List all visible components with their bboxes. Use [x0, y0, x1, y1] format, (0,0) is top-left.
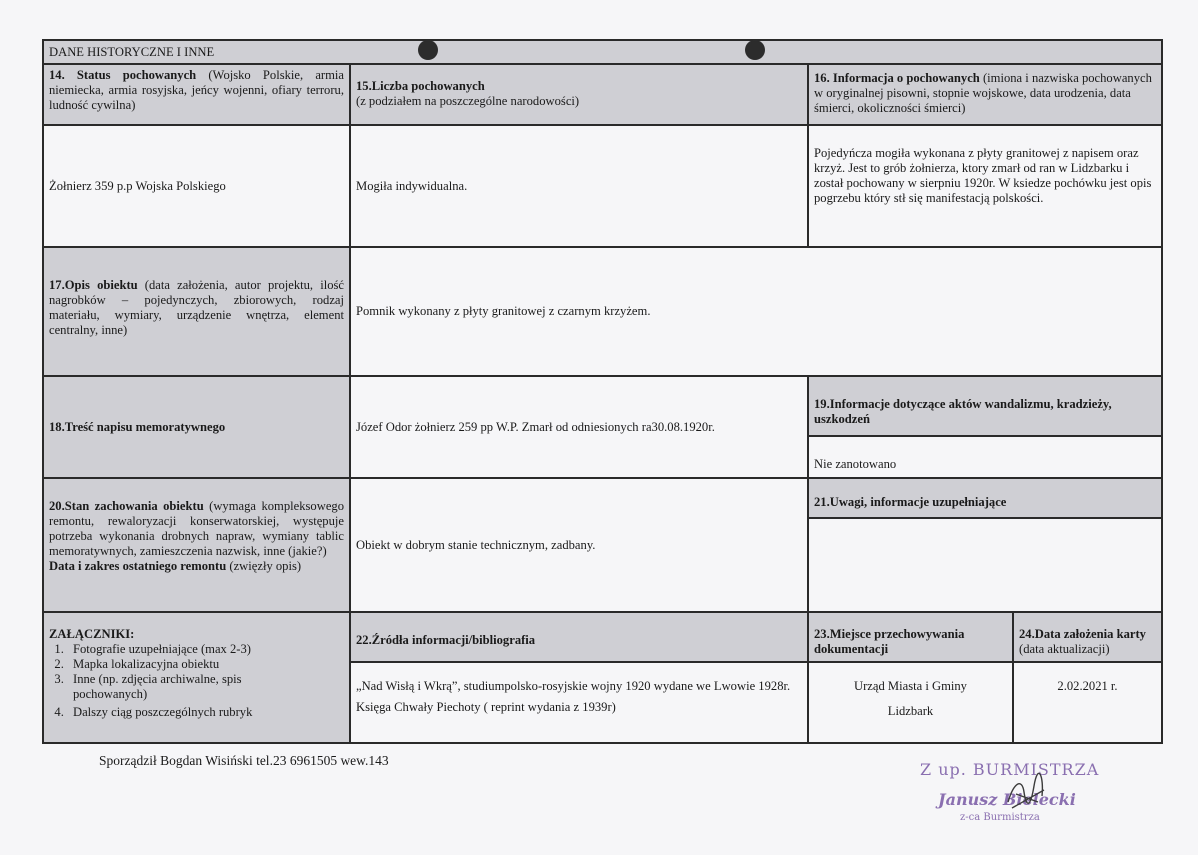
form-table — [42, 39, 1163, 744]
field-18-title: 18.Treść napisu memoratywnego — [49, 419, 226, 434]
bibliography-entry-1: „Nad Wisłą i Wkrą”, studiumpolsko-rosyjskie wojny 1920 wydane we Lwowie 1928r. — [356, 679, 791, 693]
field-15-text: Mogiła indywidualna. — [356, 178, 468, 193]
signature-scribble — [1004, 772, 1048, 816]
field-24-title: 24.Data założenia karty — [1019, 627, 1146, 641]
field-16-value — [808, 125, 1162, 247]
field-20-value — [350, 478, 808, 612]
section-header-text: DANE HISTORYCZNE I INNE — [49, 45, 215, 59]
field-24-desc: (data aktualizacji) — [1019, 642, 1110, 656]
field-16-text: Pojedyńcza mogiła wykonana z płyty granitowej z napisem oraz krzyż. Jest to grób żołnierza, ktory zmarł od ran w Lidzbarku i został pochowany w sierpniu 1920r. W ksiedze pochówku jest opis pogrzebu który stł się manifestacją polskości. — [814, 146, 1152, 205]
field-15-desc: (z podziałem na poszczególne narodowości) — [356, 94, 580, 108]
field-23-label — [808, 612, 1013, 662]
field-20-title: 20.Stan zachowania obiektu — [49, 499, 204, 513]
field-17-desc: (data założenia, autor projektu, ilość nagrobków – pojedynczych, zbiorowych, rodzaj materiału, wymiary, urządzenie wnętrza, element centralny, inne) — [49, 278, 344, 337]
stamp-line-1: Z up. BURMISTRZA — [920, 760, 1100, 779]
field-17-title: 17.Opis obiektu — [49, 278, 138, 292]
field-14-label — [43, 64, 350, 125]
attachments-cell — [43, 612, 350, 743]
field-23-value — [808, 662, 1013, 743]
storage-place-line-2: Lidzbark — [887, 704, 934, 718]
field-22-label — [350, 612, 808, 662]
binder-hole-left — [418, 40, 438, 60]
field-14-title: 14. Status pochowanych — [49, 68, 197, 82]
field-17-value — [350, 247, 1162, 376]
field-14-desc: (Wojsko Polskie, armia niemiecka, armia rosyjska, jeńcy wojenni, ofiary terroru, ludność cywilna) — [49, 68, 344, 112]
field-23-title: 23.Miejsce przechowywania dokumentacji — [814, 627, 965, 656]
storage-place-line-1: Urząd Miasta i Gminy — [854, 679, 967, 693]
field-21-value — [808, 518, 1162, 612]
field-20-desc-block — [49, 499, 344, 559]
field-20-label — [43, 478, 350, 612]
field-16-title: 16. Informacja o pochowanych — [814, 71, 980, 85]
field-19-value — [808, 436, 1162, 478]
attachment-item: 2. Mapka lokalizacyjna obiektu — [67, 657, 344, 672]
field-20-renovation-title: Data i zakres ostatniego remontu — [49, 559, 227, 573]
field-19-text: Nie zanotowano — [814, 457, 897, 471]
stamp-line-3: z-ca Burmistrza — [960, 812, 1040, 823]
bibliography-entry-2: Księga Chwały Piechoty ( reprint wydania z 1939r) — [356, 700, 616, 714]
field-24-value — [1013, 662, 1162, 743]
attachments-list — [49, 642, 344, 720]
field-20-desc: (wymaga kompleksowego remontu, rewaloryzacji konserwatorskiej, występuje potrzeba wykonania drobnych napraw, wymiany tablic memoratywnych, zamieszczenia nazwisk, inne (jakie?) — [49, 499, 344, 558]
field-22-value — [350, 662, 808, 743]
attachment-item: 4. Dalszy ciąg poszczególnych rubryk — [67, 705, 344, 720]
attachment-item: 1. Fotografie uzupełniające (max 2-3) — [67, 642, 344, 657]
field-22-title: 22.Źródła informacji/bibliografia — [356, 633, 536, 647]
field-15-label — [350, 64, 808, 125]
card-date: 2.02.2021 r. — [1057, 679, 1118, 693]
field-16-label — [808, 64, 1162, 125]
field-14-value — [43, 125, 350, 247]
stamp-line-2: Janusz Bielecki — [938, 790, 1076, 809]
prepared-by: Sporządził Bogdan Wisiński tel.23 6961505 wew.143 — [99, 753, 389, 768]
field-21-label — [808, 478, 1162, 518]
field-18-value — [350, 376, 808, 478]
field-20-renovation — [49, 559, 344, 574]
section-header — [43, 40, 1162, 64]
field-18-text: Józef Odor żołnierz 259 pp W.P. Zmarł od odniesionych ra30.08.1920r. — [356, 419, 715, 434]
field-14-text: Żołnierz 359 p.p Wojska Polskiego — [49, 178, 226, 193]
attachments-title: ZAŁĄCZNIKI: — [49, 627, 135, 641]
field-21-title: 21.Uwagi, informacje uzupełniające — [814, 495, 1007, 509]
attachment-item: 3. Inne (np. zdjęcia archiwalne, spis pochowanych) — [67, 672, 273, 702]
field-16-desc: (imiona i nazwiska pochowanych w oryginalnej pisowni, stopnie wojskowe, data urodzenia, data śmierci, okoliczności śmierci) — [814, 71, 1152, 115]
field-15-value — [350, 125, 808, 247]
field-17-text: Pomnik wykonany z płyty granitowej z czarnym krzyżem. — [356, 304, 651, 318]
field-17-label — [43, 247, 350, 376]
field-15-title: 15.Liczba pochowanych — [356, 79, 485, 93]
field-24-label — [1013, 612, 1162, 662]
field-19-title: 19.Informacje dotyczące aktów wandalizmu, kradzieży, uszkodzeń — [814, 397, 1112, 426]
binder-hole-right — [745, 40, 765, 60]
field-18-label — [43, 376, 350, 478]
field-20-renovation-desc: (zwięzły opis) — [226, 559, 302, 573]
field-20-text: Obiekt w dobrym stanie technicznym, zadbany. — [356, 537, 596, 552]
field-19-label — [808, 376, 1162, 436]
